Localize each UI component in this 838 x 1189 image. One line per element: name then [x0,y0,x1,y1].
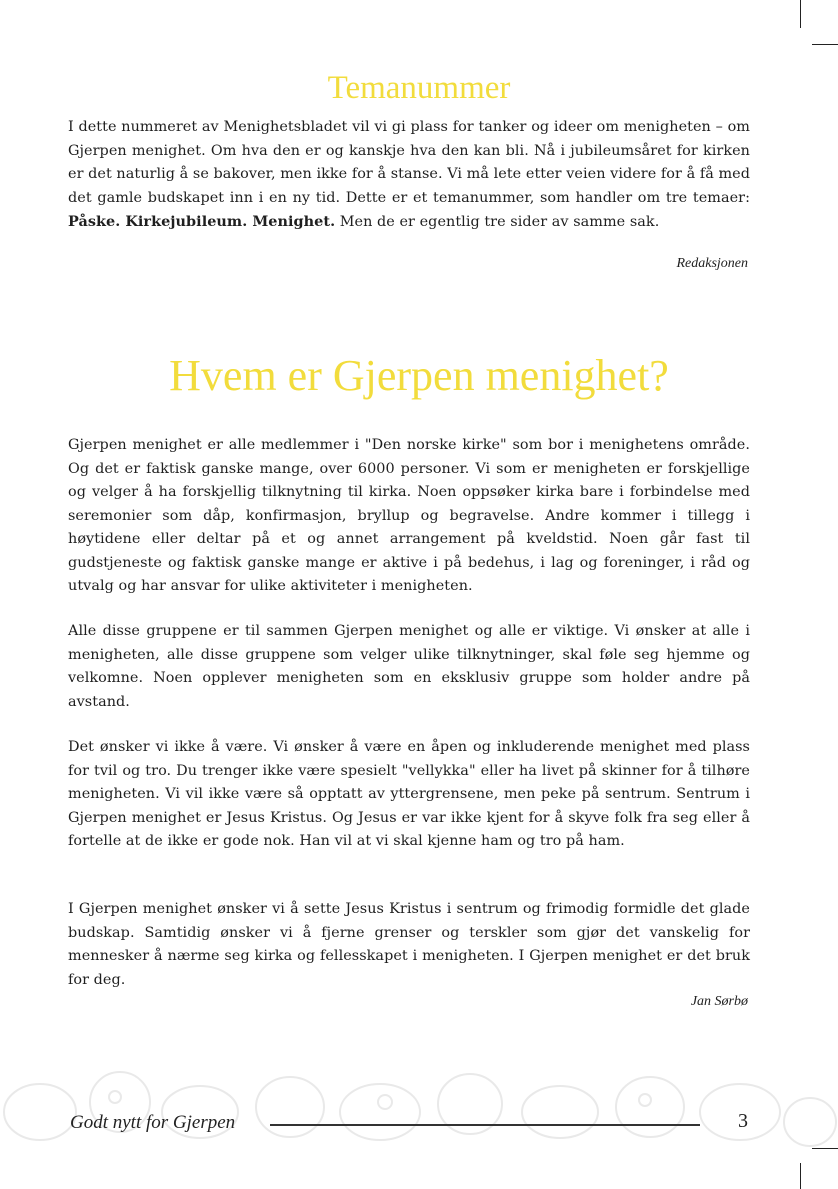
article-paragraph: Gjerpen menighet er alle medlemmer i "Den norske kirke" som bor i menighetens område. Og det er faktisk ganske mange, over 6000 personer. Vi som er menigheten er forskjellige og velger å ha forskjellig tilknytning til kirka. Noen oppsøker kirka bare i forbindelse med seremonier som dåp, konfirmasjon, bryllup og begravelse. Andre kommer i tillegg i høytidene eller deltar på et og annet arrangement på kveldstid. Noen går fast til gudstjeneste og faktisk ganske mange er aktive i på bedehus, i lag og foreninger, i råd og utvalg og har ansvar for ulike aktiviteter i menigheten. [68,437,750,594]
signature-redaksjonen: Redaksjonen [676,256,748,271]
crop-mark [800,0,801,28]
article-paragraph: I Gjerpen menighet ønsker vi å sette Jesus Kristus i sentrum og frimodig formidle det glade budskap. Samtidig ønsker vi å fjerne grenser og terskler som gjør det vanskelig for mennesker å nærme seg kirka og fellesskapet i menigheten. I Gjerpen menighet er det bruk for deg. [68,901,750,988]
article-paragraph: Det ønsker vi ikke å være. Vi ønsker å være en åpen og inkluderende menighet med plass for tvil og tro. Du trenger ikke være spesielt "vellykka" eller ha livet på skinner for å tilhøre menigheten. Vi vil ikke være så opptatt av yttergrensene, men peke på sentrum. Sentrum i Gjerpen menighet er Jesus Kristus. Og Jesus er var ikke kjent for å skyve folk fra seg eller å fortelle at de ikke er gode nok. Han vil at vi skal kjenne ham og tro på ham. [68,739,750,849]
footer-publication-title: Godt nytt for Gjerpen [70,1112,236,1133]
intro-paragraph [68,116,750,235]
section-heading-temanummer: Temanummer [327,70,511,106]
article-title: Hvem er Gjerpen menighet? [169,351,669,400]
signature-author: Jan Sørbø [690,994,748,1009]
intro-bold-themes: Påske. Kirkejubileum. Menighet. [68,213,336,230]
article-paragraph: Alle disse gruppene er til sammen Gjerpen menighet og alle er viktige. Vi ønsker at alle i menigheten, alle disse gruppene som velger ulike tilknytninger, skal føle seg hjemme og velkomne. Noen opplever menigheten som en eksklusiv gruppe som holder andre på avstand. [68,623,750,710]
intro-text: I dette nummeret av Menighetsbladet vil vi gi plass for tanker og ideer om menigheten – om Gjerpen menighet. Om hva den er og kanskje hva den kan bli. Nå i jubileumsåret for kirken er det naturlig å se bakover, men ikke for å stanse. Vi må lete etter veien videre for å få med det gamle budskapet inn i en ny tid. Dette er et temanummer, som handler om tre temaer: [68,119,750,206]
footer-rule [270,1124,700,1126]
crop-mark [812,44,838,45]
intro-text-end: Men de er egentlig tre sider av samme sak. [335,214,660,230]
page-number: 3 [738,1110,748,1132]
